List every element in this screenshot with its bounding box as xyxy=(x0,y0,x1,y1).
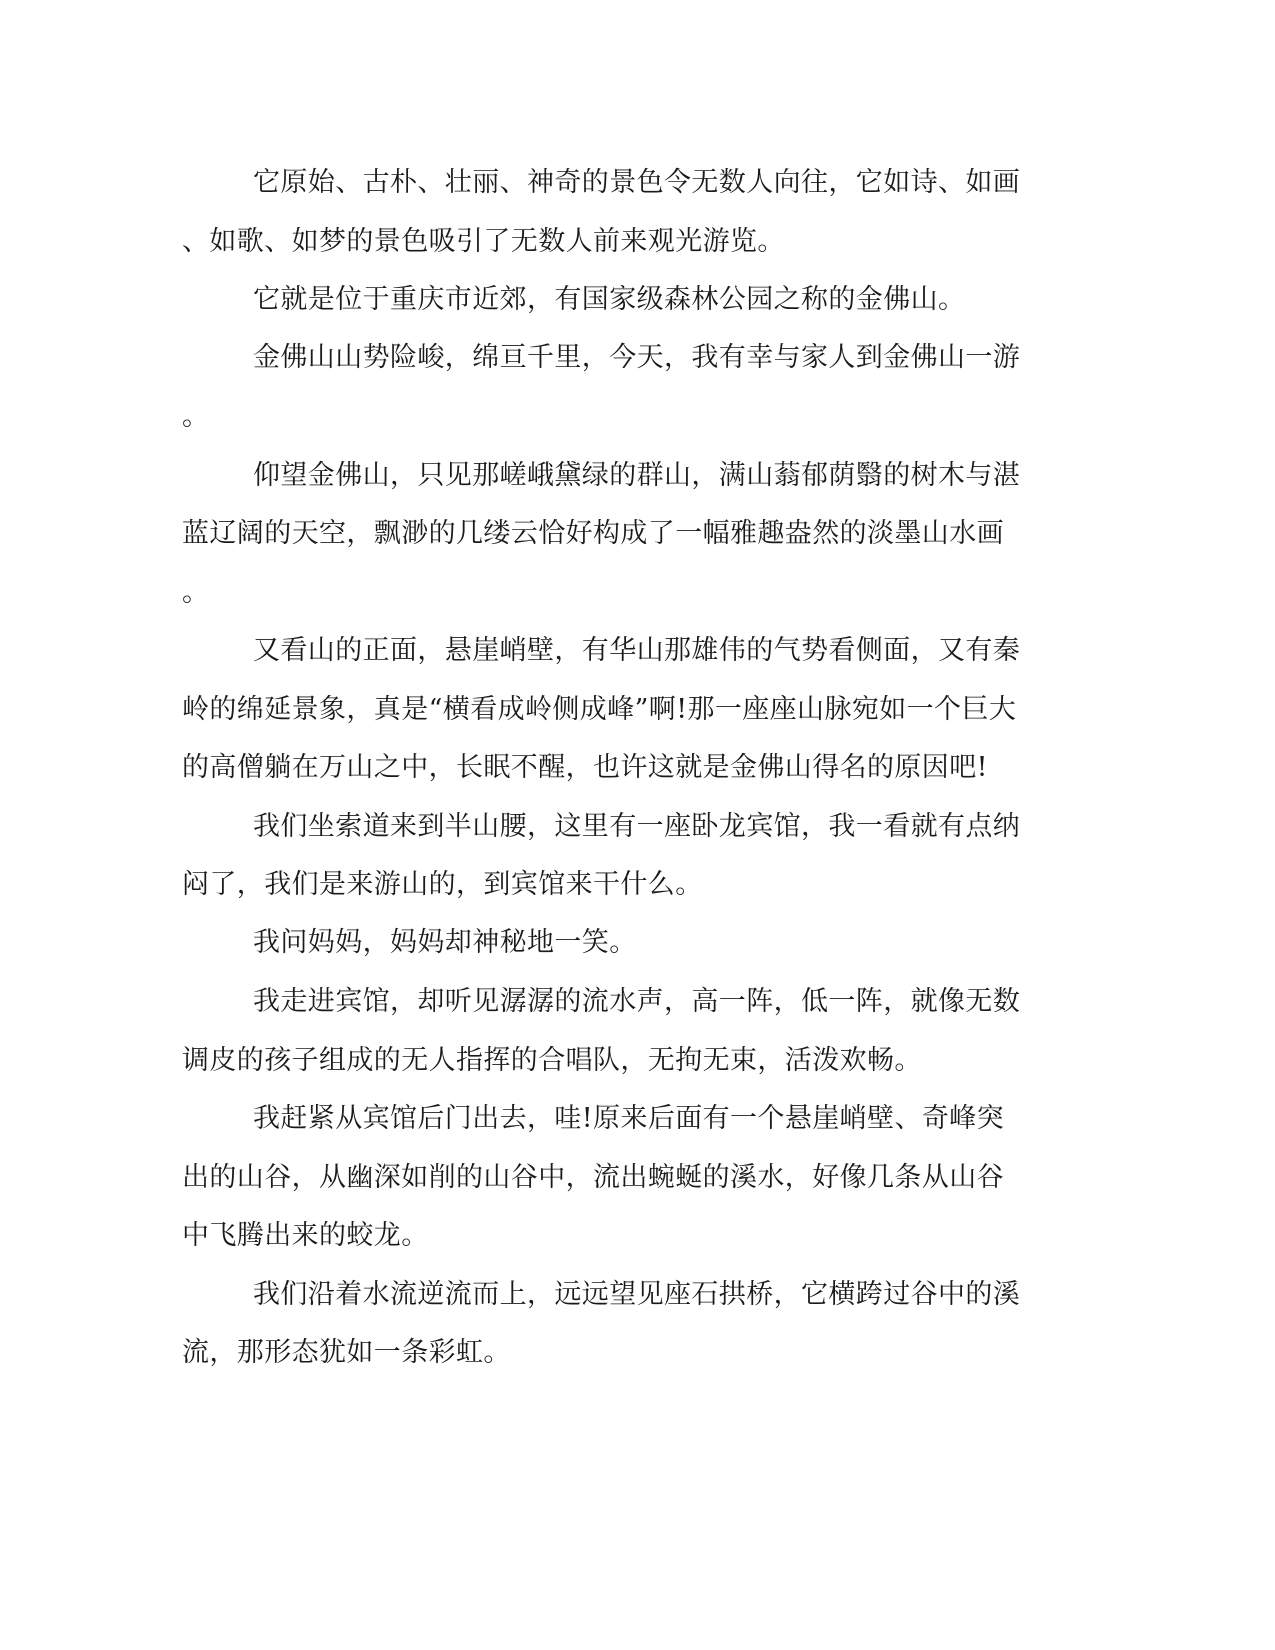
paragraph-9-line-1: 我赶紧从宾馆后门出去，哇!原来后面有一个悬崖峭壁、奇峰突 xyxy=(253,1103,1005,1134)
paragraph-5-line-3: 的高僧躺在万山之中，长眠不醒，也许这就是金佛山得名的原因吧! xyxy=(182,752,988,783)
paragraph-8-line-1: 我走进宾馆，却听见潺潺的流水声，高一阵，低一阵，就像无数 xyxy=(253,986,1021,1017)
paragraph-10-line-2: 流，那形态犹如一条彩虹。 xyxy=(182,1337,511,1368)
paragraph-3-line-1: 金佛山山势险峻，绵亘千里，今天，我有幸与家人到金佛山一游 xyxy=(253,342,1021,373)
paragraph-10-line-1: 我们沿着水流逆流而上，远远望见座石拱桥，它横跨过谷中的溪 xyxy=(253,1279,1021,1310)
paragraph-3-line-2: 。 xyxy=(182,401,210,432)
paragraph-1-line-2: 、如歌、如梦的景色吸引了无数人前来观光游览。 xyxy=(182,226,785,257)
paragraph-9-line-3: 中飞腾出来的蛟龙。 xyxy=(182,1220,429,1251)
paragraph-4-line-3: 。 xyxy=(182,577,210,608)
paragraph-6-line-1: 我们坐索道来到半山腰，这里有一座卧龙宾馆，我一看就有点纳 xyxy=(253,811,1021,842)
paragraph-1-line-1: 它原始、古朴、壮丽、神奇的景色令无数人向往，它如诗、如画 xyxy=(253,167,1021,198)
paragraph-9-line-2: 出的山谷，从幽深如削的山谷中，流出蜿蜒的溪水，好像几条从山谷 xyxy=(182,1162,1004,1193)
paragraph-2-line-1: 它就是位于重庆市近郊，有国家级森林公园之称的金佛山。 xyxy=(253,284,966,315)
paragraph-7-line-1: 我问妈妈，妈妈却神秘地一笑。 xyxy=(253,927,637,958)
paragraph-8-line-2: 调皮的孩子组成的无人指挥的合唱队，无拘无束，活泼欢畅。 xyxy=(182,1045,922,1076)
paragraph-6-line-2: 闷了，我们是来游山的，到宾馆来干什么。 xyxy=(182,869,703,900)
paragraph-5-line-2: 岭的绵延景象，真是“横看成岭侧成峰”啊!那一座座山脉宛如一个巨大 xyxy=(182,694,1017,725)
paragraph-5-line-1: 又看山的正面，悬崖峭壁，有华山那雄伟的气势看侧面，又有秦 xyxy=(253,635,1021,666)
paragraph-4-line-1: 仰望金佛山，只见那嵯峨黛绿的群山，满山蓊郁荫翳的树木与湛 xyxy=(253,460,1021,491)
paragraph-4-line-2: 蓝辽阔的天空，飘渺的几缕云恰好构成了一幅雅趣盎然的淡墨山水画 xyxy=(182,518,1004,549)
